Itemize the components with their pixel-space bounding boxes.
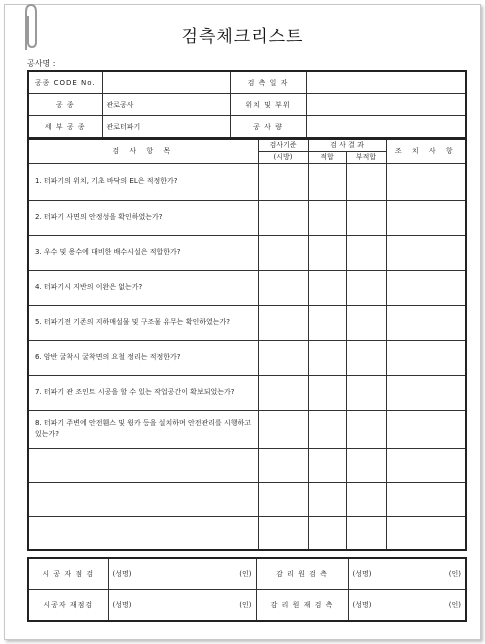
page-title: 검측체크리스트 — [181, 27, 304, 47]
info-value: 관로공사 — [102, 94, 230, 116]
check-item: 8. 터파기 주변에 안전휀스 및 윙카 등을 설치하며 안전관리를 시행하고 있는가? — [28, 410, 258, 448]
pass-cell[interactable] — [308, 375, 346, 410]
fail-cell[interactable] — [346, 270, 386, 305]
standard-cell[interactable] — [258, 482, 308, 516]
pass-cell[interactable] — [308, 448, 346, 482]
project-name-label: 공사명 : — [27, 59, 56, 68]
pass-cell[interactable] — [308, 235, 346, 270]
check-item: 6. 암반 굴착시 굴착면의 요철 정리는 적정한가? — [28, 340, 258, 375]
standard-cell[interactable] — [258, 270, 308, 305]
standard-cell[interactable] — [258, 235, 308, 270]
fail-cell[interactable] — [346, 410, 386, 448]
fail-cell[interactable] — [346, 200, 386, 235]
checklist-table — [27, 138, 467, 551]
info-label: 검 측 일 자 — [230, 71, 306, 94]
info-value — [306, 116, 466, 139]
standard-cell[interactable] — [258, 163, 308, 200]
seal-label: (인) — [239, 601, 252, 609]
standard-cell[interactable] — [258, 200, 308, 235]
pass-cell[interactable] — [308, 410, 346, 448]
info-label: 세 부 공 종 — [28, 116, 102, 139]
name-label: (성명) — [112, 601, 132, 609]
action-cell[interactable] — [386, 340, 466, 375]
checklist-row — [28, 235, 466, 270]
action-cell[interactable] — [386, 448, 466, 482]
signature-label: 감 리 원 재 검 측 — [256, 590, 348, 622]
name-label: (성명) — [352, 570, 372, 578]
info-value: 관로터파기 — [102, 116, 230, 139]
fail-cell[interactable] — [346, 375, 386, 410]
pass-cell[interactable] — [308, 163, 346, 200]
fail-cell[interactable] — [346, 235, 386, 270]
signature-field[interactable] — [108, 590, 256, 622]
checklist-row — [28, 270, 466, 305]
standard-cell[interactable] — [258, 340, 308, 375]
info-value — [102, 71, 230, 94]
signature-row — [28, 558, 466, 590]
check-item: 5. 터파기전 기존의 지하매설물 및 구조물 유무는 확인하였는가? — [28, 305, 258, 340]
checklist-row — [28, 448, 466, 482]
action-cell[interactable] — [386, 516, 466, 550]
action-cell[interactable] — [386, 200, 466, 235]
seal-label: (인) — [448, 601, 461, 609]
check-item: 4. 터파기시 지반의 이완은 없는가? — [28, 270, 258, 305]
name-label: (성명) — [112, 570, 132, 578]
info-row — [28, 94, 466, 116]
fail-cell[interactable] — [346, 305, 386, 340]
info-label: 공 사 량 — [230, 116, 306, 139]
pass-cell[interactable] — [308, 340, 346, 375]
checklist-header-row — [28, 139, 466, 151]
signature-row — [28, 590, 466, 622]
fail-cell[interactable] — [346, 448, 386, 482]
checklist-row — [28, 305, 466, 340]
seal-label: (인) — [448, 570, 461, 578]
signature-table — [27, 557, 467, 622]
signature-label: 시 공 자 점 검 — [28, 558, 108, 590]
action-cell[interactable] — [386, 375, 466, 410]
info-value — [306, 71, 466, 94]
action-cell[interactable] — [386, 163, 466, 200]
signature-label: 감 리 원 검 측 — [256, 558, 348, 590]
standard-cell[interactable] — [258, 516, 308, 550]
info-value — [306, 94, 466, 116]
fail-cell[interactable] — [346, 482, 386, 516]
info-label: 공종 CODE No. — [28, 71, 102, 94]
pass-cell[interactable] — [308, 516, 346, 550]
standard-cell[interactable] — [258, 448, 308, 482]
pass-cell[interactable] — [308, 482, 346, 516]
header-item: 검 사 항 목 — [28, 139, 258, 163]
check-item: 3. 우수 및 용수에 대비한 배수시설은 적합한가? — [28, 235, 258, 270]
header-standard: 검사기준 — [258, 139, 308, 151]
check-item: 1. 터파기의 위치, 기초 바닥의 EL은 적정한가? — [28, 163, 258, 200]
header-pass: 적합 — [308, 151, 346, 163]
checklist-row — [28, 340, 466, 375]
signature-field[interactable] — [348, 558, 466, 590]
checklist-row — [28, 200, 466, 235]
header-result: 검 사 결 과 — [308, 139, 386, 151]
signature-label: 시공자 재점검 — [28, 590, 108, 622]
signature-field[interactable] — [348, 590, 466, 622]
action-cell[interactable] — [386, 235, 466, 270]
pass-cell[interactable] — [308, 270, 346, 305]
standard-cell[interactable] — [258, 375, 308, 410]
check-item[interactable] — [28, 516, 258, 550]
fail-cell[interactable] — [346, 340, 386, 375]
name-label: (성명) — [352, 601, 372, 609]
fail-cell[interactable] — [346, 516, 386, 550]
standard-cell[interactable] — [258, 410, 308, 448]
check-item[interactable] — [28, 482, 258, 516]
info-label: 위치 및 부위 — [230, 94, 306, 116]
checklist-row — [28, 410, 466, 448]
action-cell[interactable] — [386, 305, 466, 340]
check-item: 2. 터파기 사면의 안정성을 확인하였는가? — [28, 200, 258, 235]
standard-cell[interactable] — [258, 305, 308, 340]
checklist-row — [28, 375, 466, 410]
check-item: 7. 터파기 관 조인트 시공을 할 수 있는 작업공간이 확보되었는가? — [28, 375, 258, 410]
pass-cell[interactable] — [308, 305, 346, 340]
header-fail: 부적합 — [346, 151, 386, 163]
checklist-row — [28, 516, 466, 550]
pass-cell[interactable] — [308, 200, 346, 235]
header-standard-spec: (시방) — [258, 151, 308, 163]
fail-cell[interactable] — [346, 163, 386, 200]
action-cell[interactable] — [386, 270, 466, 305]
info-row — [28, 71, 466, 94]
action-cell[interactable] — [386, 410, 466, 448]
action-cell[interactable] — [386, 482, 466, 516]
info-row — [28, 116, 466, 139]
info-label: 공 종 — [28, 94, 102, 116]
signature-field[interactable] — [108, 558, 256, 590]
info-table — [27, 70, 467, 139]
checklist-row — [28, 482, 466, 516]
checklist-row — [28, 163, 466, 200]
header-action: 조 치 사 항 — [386, 139, 466, 163]
check-item[interactable] — [28, 448, 258, 482]
seal-label: (인) — [239, 570, 252, 578]
